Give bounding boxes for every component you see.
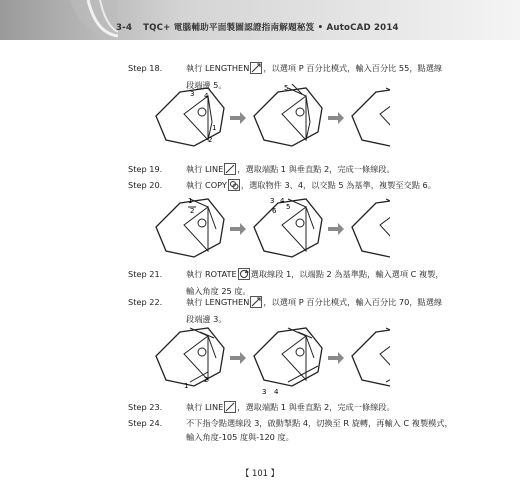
step-text-b: ，以選項 P 百分比模式，輸入百分比 70，點選線 bbox=[263, 297, 443, 307]
label-3: 3 bbox=[270, 197, 275, 205]
step-text-a: 執行 LENGTHEN bbox=[186, 297, 250, 307]
label-3: 3 bbox=[262, 388, 267, 396]
step-text-b: ，選取端點 1 與垂直點 2，完成一條線段。 bbox=[237, 402, 395, 412]
label-4: 4 bbox=[280, 197, 285, 205]
arrow-right-icon bbox=[230, 112, 246, 124]
step-text-a: 執行 ROTATE bbox=[186, 269, 237, 279]
label-1: 1 bbox=[188, 197, 193, 205]
page-number: 【 101 】 bbox=[240, 468, 280, 478]
step-text-cont: 段端邊 3。 bbox=[186, 313, 227, 324]
step-text-a: 執行 LINE bbox=[186, 164, 224, 174]
label-2: 2 bbox=[208, 136, 213, 144]
step-label: Step 20. bbox=[128, 180, 163, 190]
label-2: 2 bbox=[190, 207, 195, 215]
figure-row-1 bbox=[150, 84, 390, 154]
step-text-b: ，選取端點 1 與垂直點 2，完成一條線段。 bbox=[237, 164, 395, 174]
label-1: 1 bbox=[184, 382, 189, 390]
arrow-right-icon bbox=[328, 112, 344, 124]
step-text-a: 執行 LENGTHEN bbox=[186, 63, 250, 73]
step-text-cont: 輸入角度-105 度與-120 度。 bbox=[186, 431, 294, 442]
step-19 bbox=[128, 163, 395, 180]
step-text-b: ，以選項 P 百分比模式，輸入百分比 55，點選線 bbox=[263, 63, 443, 73]
line-icon bbox=[224, 401, 236, 418]
arrow-right-icon bbox=[230, 223, 246, 235]
step-24 bbox=[128, 417, 453, 444]
drawing-step18-after bbox=[352, 88, 390, 146]
step-text-cont: 段端邊 5。 bbox=[186, 79, 227, 90]
rotate-icon bbox=[238, 268, 250, 285]
step-text-b: 選取線段 1，以端點 2 為基準點，輸入選項 C 複製， bbox=[250, 269, 444, 279]
step-text-a: 執行 LINE bbox=[186, 402, 224, 412]
drawing-step20-after bbox=[352, 199, 390, 257]
step-text-cont: 輸入角度 25 度。 bbox=[186, 285, 251, 296]
label-4: 4 bbox=[204, 92, 209, 100]
step-label: Step 18. bbox=[128, 63, 163, 73]
step-label: Step 19. bbox=[128, 164, 163, 174]
label-2: 2 bbox=[204, 376, 209, 384]
lengthen-icon bbox=[250, 296, 262, 313]
label-3: 3 bbox=[190, 90, 195, 98]
drawing-step18-mid bbox=[254, 84, 322, 146]
step-text-a: 執行 COPY bbox=[186, 180, 227, 190]
step-label: Step 21. bbox=[128, 269, 163, 279]
chapter-number: 3-4 bbox=[116, 23, 133, 33]
drawing-step22-after bbox=[352, 328, 390, 386]
drawing-step22-mid bbox=[254, 328, 322, 386]
step-23 bbox=[128, 401, 395, 418]
line-icon bbox=[224, 163, 236, 180]
label-4: 4 bbox=[274, 388, 279, 396]
drawing-step22-before bbox=[156, 328, 224, 386]
step-text-b: ，選取物件 3、4，以交點 5 為基準，複製至交點 6。 bbox=[240, 180, 436, 190]
arrow-right-icon bbox=[328, 223, 344, 235]
step-20 bbox=[128, 179, 436, 196]
label-5: 5 bbox=[286, 203, 291, 211]
figure-row-2 bbox=[150, 195, 390, 265]
header-band bbox=[0, 0, 520, 40]
step-22 bbox=[128, 296, 442, 326]
copy-icon bbox=[228, 179, 240, 196]
label-5: 5 bbox=[284, 84, 289, 92]
header-text bbox=[116, 21, 399, 33]
step-label: Step 22. bbox=[128, 297, 163, 307]
step-21 bbox=[128, 268, 444, 298]
figure-row-3 bbox=[150, 324, 390, 396]
label-6: 6 bbox=[272, 207, 277, 215]
step-text-a: 不下指令點選線段 3，啟動掣點 4，切換至 R 旋轉，再輸入 C 複製模式， bbox=[186, 418, 453, 428]
step-label: Step 23. bbox=[128, 402, 163, 412]
label-1: 1 bbox=[212, 124, 217, 132]
arrow-right-icon bbox=[328, 352, 344, 364]
page-header bbox=[0, 0, 520, 40]
lengthen-icon bbox=[250, 62, 262, 79]
header-title: TQC+ 電腦輔助平面製圖認證指南解題秘笈 • AutoCAD 2014 bbox=[143, 23, 399, 33]
arrow-right-icon bbox=[230, 352, 246, 364]
step-label: Step 24. bbox=[128, 418, 163, 428]
